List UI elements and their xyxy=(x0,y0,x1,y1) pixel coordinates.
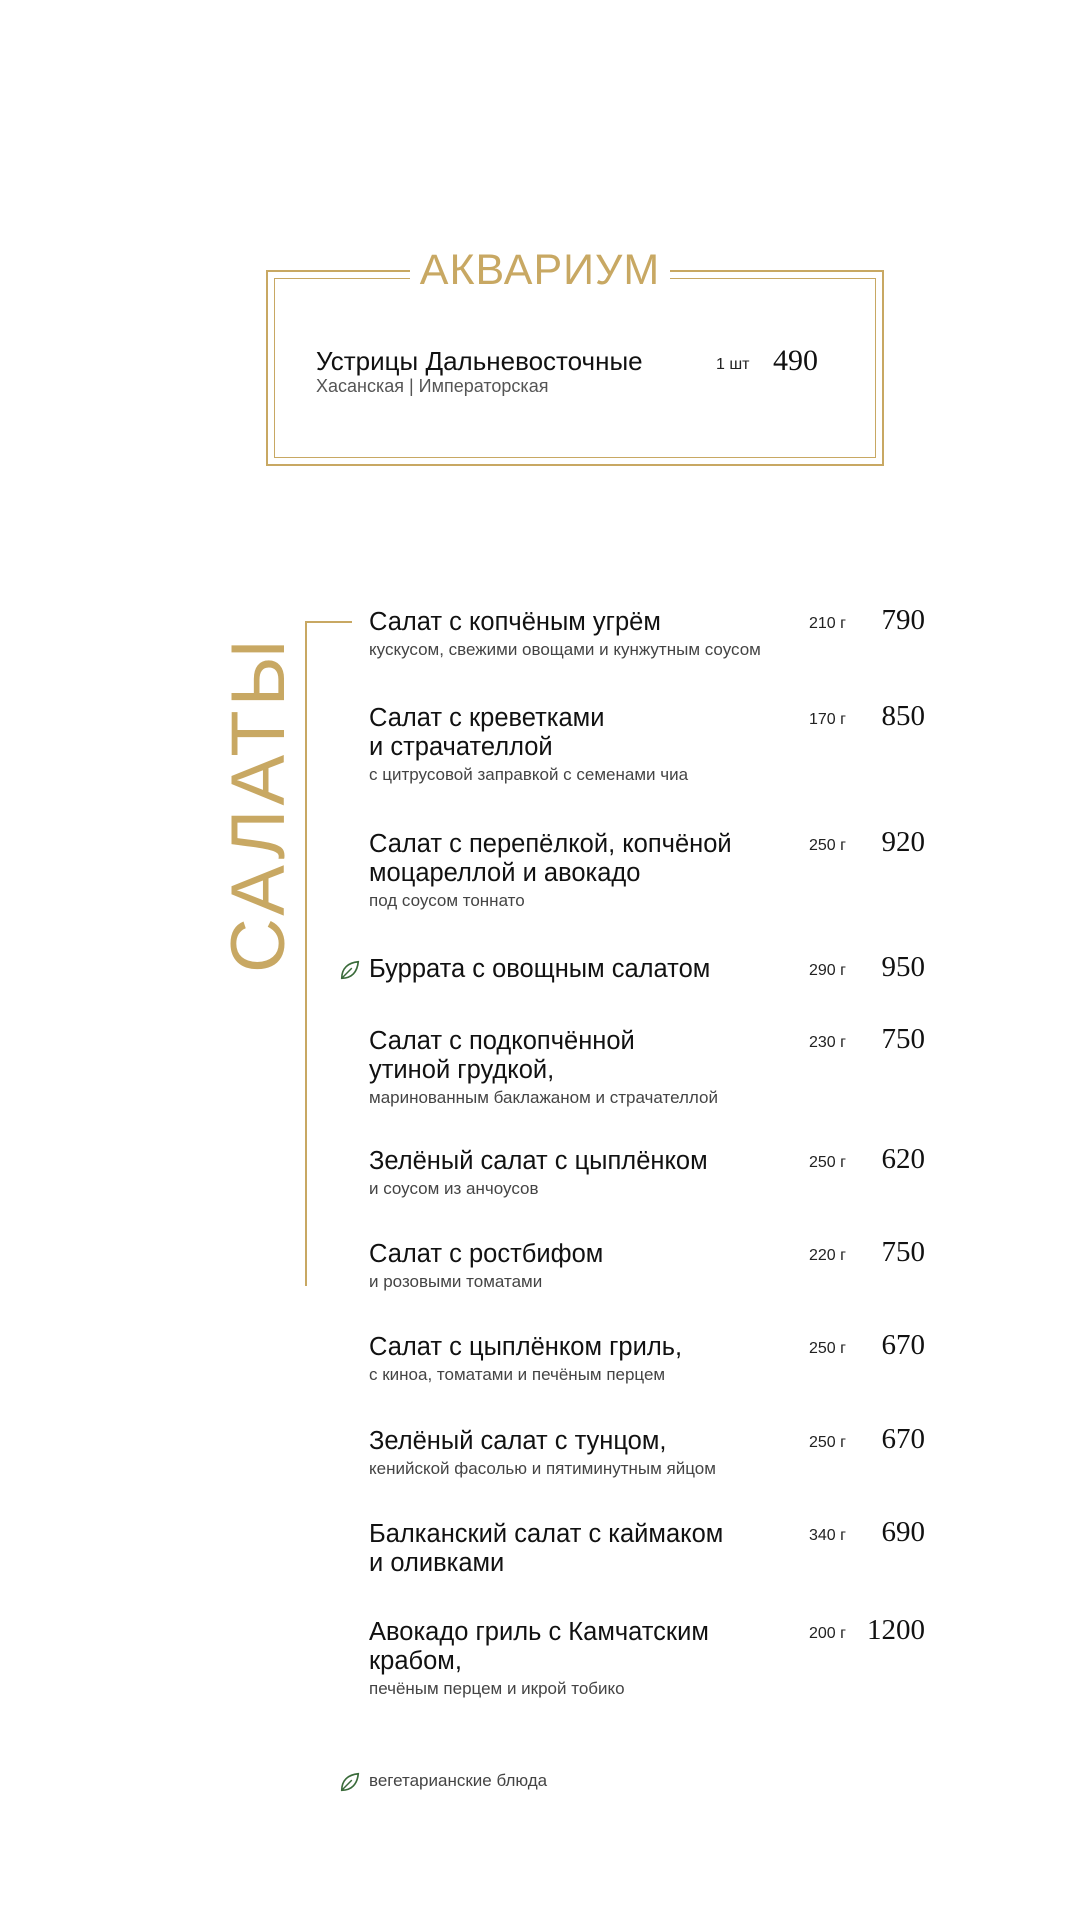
menu-item-price: 670 xyxy=(881,1423,925,1455)
menu-item-description: печёным перцем и икрой тобико xyxy=(369,1679,625,1698)
menu-item-price: 920 xyxy=(881,826,925,858)
aquarium-item-desc: Хасанская | Императорская xyxy=(316,376,549,396)
menu-item xyxy=(369,1329,929,1386)
menu-item-description: и соусом из анчоусов xyxy=(369,1179,539,1198)
menu-item-weight: 210 г xyxy=(809,615,846,632)
menu-item-name: Балканский салат с каймаком и оливками xyxy=(369,1520,724,1577)
menu-item-price: 1200 xyxy=(867,1614,925,1646)
menu-item xyxy=(369,1236,929,1293)
aquarium-title: АКВАРИУМ xyxy=(410,244,670,296)
salads-rule-vertical xyxy=(305,621,307,1286)
menu-item-description: кускусом, свежими овощами и кунжутным соусом xyxy=(369,640,761,659)
menu-item-description: под соусом тоннато xyxy=(369,891,525,910)
menu-item xyxy=(369,1516,929,1578)
menu-item-price: 750 xyxy=(881,1023,925,1055)
menu-item-weight: 250 г xyxy=(809,1434,846,1451)
menu-item xyxy=(369,604,929,661)
salads-rule-horizontal xyxy=(305,621,352,623)
menu-item-price: 850 xyxy=(881,700,925,732)
menu-item-price: 950 xyxy=(881,951,925,983)
menu-item-price: 690 xyxy=(881,1516,925,1548)
menu-item-price: 670 xyxy=(881,1329,925,1361)
menu-item-name: Авокадо гриль с Камчатским крабом, xyxy=(369,1618,709,1675)
leaf-icon xyxy=(339,959,361,981)
menu-item xyxy=(369,700,929,786)
menu-item-description: с киноа, томатами и печёным перцем xyxy=(369,1365,666,1384)
menu-item-price: 620 xyxy=(881,1143,925,1175)
menu-item-weight: 250 г xyxy=(809,1154,846,1171)
aquarium-item-price: 490 xyxy=(773,344,818,377)
menu-item xyxy=(369,1143,929,1200)
menu-item-price: 750 xyxy=(881,1236,925,1268)
menu-item-name: Салат с копчёным угрём xyxy=(369,608,661,636)
menu-item-name: Зелёный салат с цыплёнком xyxy=(369,1147,708,1175)
aquarium-item-unit: 1 шт xyxy=(716,356,750,373)
menu-item-name: Салат с цыплёнком гриль, xyxy=(369,1333,683,1361)
menu-item-description: с цитрусовой заправкой с семенами чиа xyxy=(369,765,689,784)
menu-item-name: Салат с перепёлкой, копчёной моцареллой и авокадо xyxy=(369,830,732,887)
leaf-icon xyxy=(339,1771,361,1793)
menu-item-weight: 340 г xyxy=(809,1527,846,1544)
salads-title-wrap xyxy=(216,617,301,991)
menu-item xyxy=(369,1023,929,1109)
menu-item-name: Салат с подкопчённой утиной грудкой, xyxy=(369,1027,635,1084)
menu-item-weight: 250 г xyxy=(809,1340,846,1357)
menu-item-weight: 220 г xyxy=(809,1247,846,1264)
menu-item-weight: 200 г xyxy=(809,1625,846,1642)
menu-item-weight: 170 г xyxy=(809,711,846,728)
menu-item-price: 790 xyxy=(881,604,925,636)
menu-item-name: Салат с креветками и страчателлой xyxy=(369,704,605,761)
menu-item-weight: 290 г xyxy=(809,962,846,979)
menu-item xyxy=(369,826,929,912)
menu-item-name: Буррата с овощным салатом xyxy=(369,955,711,983)
menu-item-weight: 230 г xyxy=(809,1034,846,1051)
menu-item xyxy=(369,951,929,984)
aquarium-item-name: Устрицы Дальневосточные xyxy=(316,346,643,376)
menu-item-description: кенийской фасолью и пятиминутным яйцом xyxy=(369,1459,716,1478)
footnote-text: вегетарианские блюда xyxy=(369,1771,548,1790)
menu-item-description: и розовыми томатами xyxy=(369,1272,543,1291)
menu-item-name: Зелёный салат с тунцом, xyxy=(369,1427,667,1455)
menu-item xyxy=(369,1423,929,1480)
menu-item-description: маринованным баклажаном и страчателлой xyxy=(369,1088,718,1107)
menu-item-name: Салат с ростбифом xyxy=(369,1240,604,1268)
salads-title: САЛАТЫ xyxy=(216,635,301,973)
menu-item-weight: 250 г xyxy=(809,837,846,854)
menu-item xyxy=(369,1614,929,1700)
